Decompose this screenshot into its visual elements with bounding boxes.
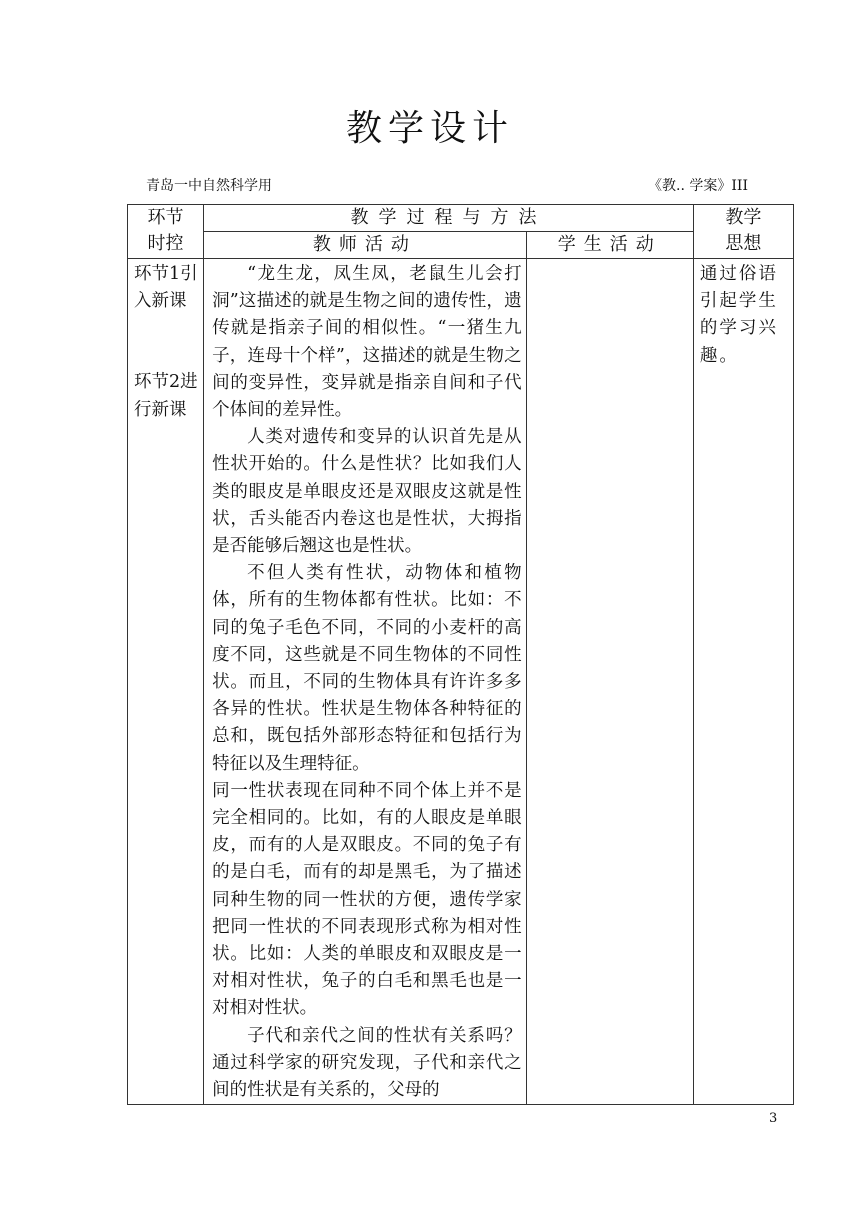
teacher-activity-cell <box>204 259 526 1105</box>
idea-header-cell <box>693 205 793 259</box>
page-title: 教学设计 <box>345 108 514 149</box>
teaching-idea-text: 通过俗语引起学生的学习兴趣。 <box>699 264 778 366</box>
lesson-design-table <box>127 204 794 1105</box>
stage-cell <box>128 259 204 1105</box>
student-header: 学生活动 <box>557 234 662 255</box>
teacher-paragraph: “龙生龙，凤生凤，老鼠生儿会打洞”这描述的就是生物之间的遗传性，遗传就是指亲子间的相似性。“一猪生九子，连母十个样”，这描述的就是生物之间的变异性，变异就是指亲自间和子代个体间的差异性。 <box>212 264 522 421</box>
idea-header: 教学思想 <box>725 207 762 254</box>
stage-1-label: 环节1引入新课 <box>134 264 198 312</box>
student-activity-cell <box>526 259 693 1105</box>
teacher-header: 教师活动 <box>312 234 417 255</box>
header-school-label: 青岛一中自然科学用 <box>146 178 272 194</box>
stage-header-cell <box>128 205 204 259</box>
student-activity-text <box>527 259 693 261</box>
teacher-paragraph: 子代和亲代之间的性状有关系吗？通过科学家的研究发现，子代和亲代之间的性状是有关系的，父母的 <box>212 1025 522 1101</box>
process-header: 教学过程与方法 <box>350 207 547 228</box>
stage-header: 环节时控 <box>147 207 184 254</box>
teacher-paragraph: 同一性状表现在同种不同个体上并不是完全相同的。比如，有的人眼皮是单眼皮，而有的人是双眼皮。不同的兔子有的是白毛，而有的却是黑毛，为了描述同种生物的同一性状的方便，遗传学家把同一性状的不同表现形式称为相对性状。比如：人类的单眼皮和双眼皮是一对相对性状，兔子的白毛和黑毛也是一对相对性状。 <box>212 780 522 1019</box>
teacher-paragraph: 人类对遗传和变异的认识首先是从性状开始的。什么是性状？比如我们人类的眼皮是单眼皮还是双眼皮这就是性状，舌头能否内卷这也是性状，大拇指是否能够后翘这也是性状。 <box>212 427 522 557</box>
process-header-cell <box>204 205 694 232</box>
teacher-header-cell <box>204 232 526 259</box>
teacher-paragraph: 不但人类有性状，动物体和植物体，所有的生物体都有性状。比如：不同的兔子毛色不同，不同的小麦杆的高度不同，这些就是不同生物体的不同性状。而且，不同的生物体具有许许多多各异的性状。性状是生物体各种特征的总和，既包括外部形态特征和包括行为特征以及生理特征。 <box>212 563 522 774</box>
teaching-idea-cell <box>693 259 793 1105</box>
student-header-cell <box>526 232 693 259</box>
page-number: 3 <box>769 1111 778 1126</box>
stage-2-label: 环节2进行新课 <box>134 372 198 420</box>
header-book-label: 《教.. 学案》III <box>648 178 748 194</box>
